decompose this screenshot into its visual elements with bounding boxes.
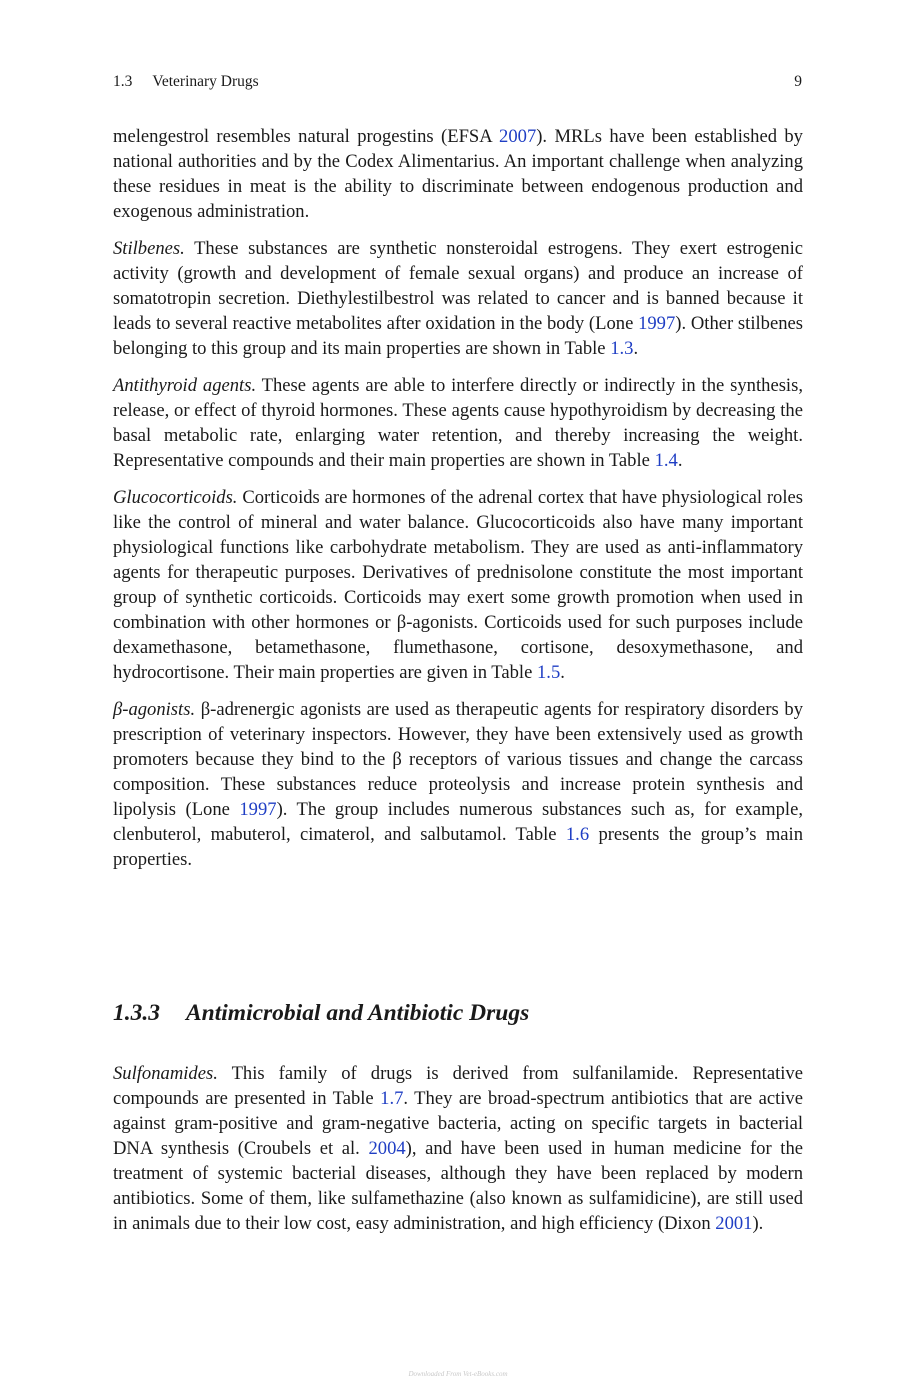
paragraph-antithyroid [113, 373, 803, 473]
paragraph-glucocorticoids [113, 485, 803, 685]
text-segment: ). Other stilbenes belonging to this group and its main properties are shown in Table [113, 313, 803, 359]
paragraph-sulfonamides [113, 1061, 803, 1236]
watermark: Downloaded From Vet-eBooks.com [408, 1370, 508, 1378]
run-in-heading: Antithyroid agents. [113, 375, 257, 396]
paragraph-beta-agonists [113, 697, 803, 872]
run-in-heading: β-agonists. [113, 699, 196, 720]
section-title: Antimicrobial and Antibiotic Drugs [186, 1000, 530, 1026]
text-segment: presents the group’s main properties. [113, 824, 804, 870]
text-segment: This family of drugs is derived from sulfanilamide. Representative compounds are presented in Table [113, 1063, 803, 1109]
reference-link[interactable]: 2001 [715, 1213, 753, 1234]
text-segment: Corticoids are hormones of the adrenal cortex that have physiological roles like the control of mineral and water balance. Glucocorticoids also have many important physiological functions like carbohydrate metabolism. They are used as anti-inflammatory agents for therapeutic purposes. Derivatives of prednisolone constitute the most important group of synthetic corticoids. Corticoids may exert some growth promotion when used in combination with other hormones or β-agonists. Corticoids used for such purposes include dexamethasone, betamethasone, flumethasone, cortisone, desoxymethasone, and hydrocortisone. Their main properties are given in Table [113, 487, 803, 683]
reference-link[interactable]: 1997 [638, 313, 676, 334]
reference-link[interactable]: 1.3 [610, 338, 634, 359]
running-head-section: 1.3 [113, 73, 133, 90]
running-head-title [113, 72, 259, 92]
page-number: 9 [794, 73, 802, 90]
reference-link[interactable]: 1.4 [654, 450, 678, 471]
run-in-heading: Sulfonamides. [113, 1063, 218, 1084]
section-heading-block [113, 998, 803, 1028]
running-head-text: Veterinary Drugs [152, 73, 259, 90]
text-segment: . [677, 450, 683, 471]
text-segment: . [633, 338, 639, 359]
text-segment: melengestrol resembles natural progestins (EFSA [113, 126, 500, 147]
text-segment: ). MRLs have been established by national authorities and by the Codex Alimentarius. An important challenge when analyzing these residues in meat is the ability to discriminate between endogenous production and exogenous administration. [113, 126, 803, 222]
running-head [113, 72, 803, 92]
reference-link[interactable]: 2007 [499, 126, 537, 147]
run-in-heading: Glucocorticoids. [113, 487, 238, 508]
reference-link[interactable]: 1.6 [565, 824, 590, 845]
paragraph-stilbenes [113, 236, 803, 361]
text-segment: . They are broad-spectrum antibiotics that are active against gram-positive and gram-negative bacteria, acting on specific targets in bacterial DNA synthesis (Croubels et al. [113, 1088, 803, 1159]
reference-link[interactable]: 1.5 [537, 662, 561, 683]
body-paragraphs [113, 124, 803, 872]
text-segment: . [560, 662, 565, 683]
section-paragraphs [113, 1061, 803, 1236]
text-segment: β-adrenergic agonists are used as therapeutic agents for respiratory disorders by prescription of veterinary inspectors. However, they have been extensively used as growth promoters because they bind to the β receptors of various tissues and change the carcass composition. These substances reduce proteolysis and increase protein synthesis and lipolysis (Lone [113, 699, 803, 820]
reference-link[interactable]: 1.7 [380, 1088, 404, 1109]
text-segment: These substances are synthetic nonsteroidal estrogens. They exert estrogenic activity (growth and development of female sexual organs) and produce an increase of somatotropin secretion. Diethylestilbestrol was related to cancer and is banned because it leads to several reactive metabolites after oxidation in the body (Lone [113, 238, 803, 334]
section-number: 1.3.3 [113, 1000, 160, 1026]
text-segment: These agents are able to interfere directly or indirectly in the synthesis, release, or effect of thyroid hormones. These agents cause hypothyroidism by decreasing the basal metabolic rate, enlarging water retention, and thereby increasing the weight. Representative compounds and their main properties are shown in Table [113, 375, 803, 471]
text-segment: ). [752, 1213, 764, 1234]
text-segment: ), and have been used in human medicine for the treatment of systemic bacterial diseases, although they have been replaced by modern antibiotics. Some of them, like sulfamethazine (also known as sulfamidicine), are still used in animals due to their low cost, easy administration, and high efficiency (Dixon [113, 1138, 804, 1234]
paragraph [113, 124, 803, 224]
reference-link[interactable]: 2004 [368, 1138, 406, 1159]
run-in-heading: Stilbenes. [113, 238, 185, 259]
text-segment: ). The group includes numerous substances such as, for example, clenbuterol, mabuterol, cimaterol, and salbutamol. Table [113, 799, 803, 845]
section-heading [113, 998, 803, 1028]
reference-link[interactable]: 1997 [239, 799, 277, 820]
